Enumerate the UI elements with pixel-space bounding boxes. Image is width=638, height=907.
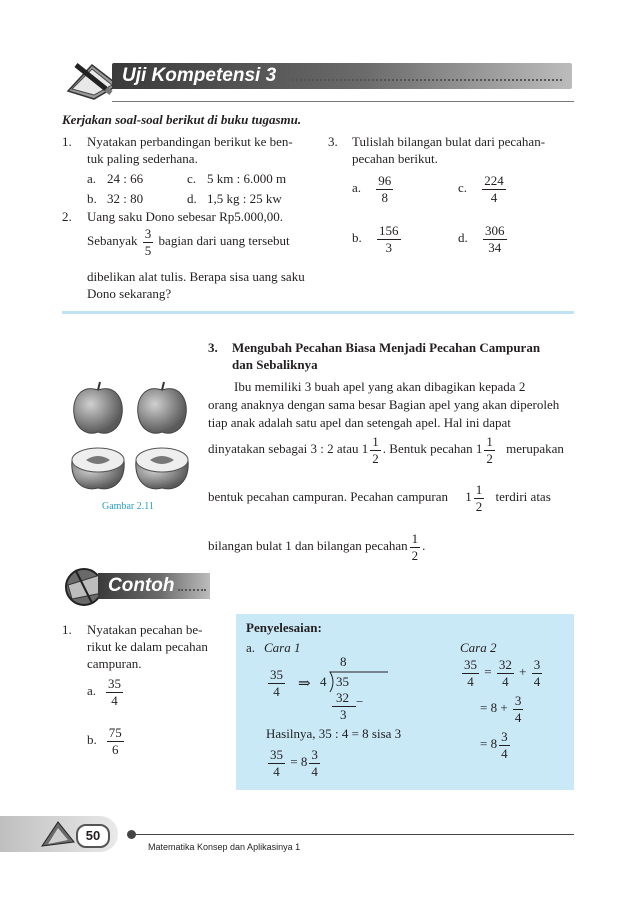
fraction-3-5: $\frac{3}{5}$: [144, 226, 152, 258]
figure-caption: Gambar 2.11: [102, 501, 154, 512]
fraction-one-half: $\frac{1}{2}$: [475, 482, 483, 514]
long-division: $\frac{35}{4}$ ⇒ 4 8 35 32 − 3: [266, 654, 416, 724]
fraction-306-34: $\frac{306}{34}$: [485, 223, 505, 255]
apple-half: [72, 448, 124, 489]
section-divider: [62, 311, 574, 314]
fraction-156-3: $\frac{156}{3}$: [379, 223, 399, 255]
fraction-35-4: $\frac{35}{4}$: [108, 676, 122, 708]
page-number-badge: [76, 824, 110, 848]
book-title: Matematika Konsep dan Aplikasinya 1: [148, 842, 301, 852]
fraction-224-4: $\frac{224}{4}$: [484, 173, 504, 205]
page-number: 50: [85, 828, 101, 843]
instruction: Kerjakan soal-soal berikut di buku tugasmu.: [62, 112, 302, 127]
fraction-one-half: $\frac{1}{2}$: [411, 531, 419, 563]
fraction-96-8: $\frac{96}{8}$: [378, 173, 392, 205]
footer-pencil-icon: [38, 818, 78, 850]
header-title: Uji Kompetensi 3: [122, 65, 277, 86]
section-title: Mengubah Pecahan Biasa Menjadi Pecahan Campuran: [232, 340, 541, 355]
header-rule: [112, 101, 574, 102]
apples-illustration: [66, 378, 196, 498]
fraction-75-6: $\frac{75}{6}$: [108, 725, 122, 757]
apple-whole: [138, 382, 187, 433]
solution-title: Penyelesaian:: [246, 620, 322, 635]
apple-half: [136, 448, 188, 489]
footer: [0, 810, 638, 870]
header-banner: [62, 55, 574, 101]
apple-whole: [74, 382, 123, 433]
fraction-one-half: $\frac{1}{2}$: [486, 434, 493, 466]
contoh-title: Contoh: [108, 575, 175, 596]
fraction-one-half: $\frac{1}{2}$: [372, 434, 379, 466]
contoh-banner: [62, 565, 212, 607]
solution-box: Penyelesaian: a. Cara 1 Cara 2 $\frac{35}{4}$ ⇒ 4 8 35 32 − 3 Hasilnya, 35 : 4 = 8 sisa 3 $\frac{35}{4}$ = 8 $\frac{3}{4}$ $\frac{35}{4}$ = $\frac{32}{4}$ + $\frac{3}{4}$ = 8 + $\frac{3}{4}$ = 8 $\frac{3}{4}$: [236, 614, 574, 790]
